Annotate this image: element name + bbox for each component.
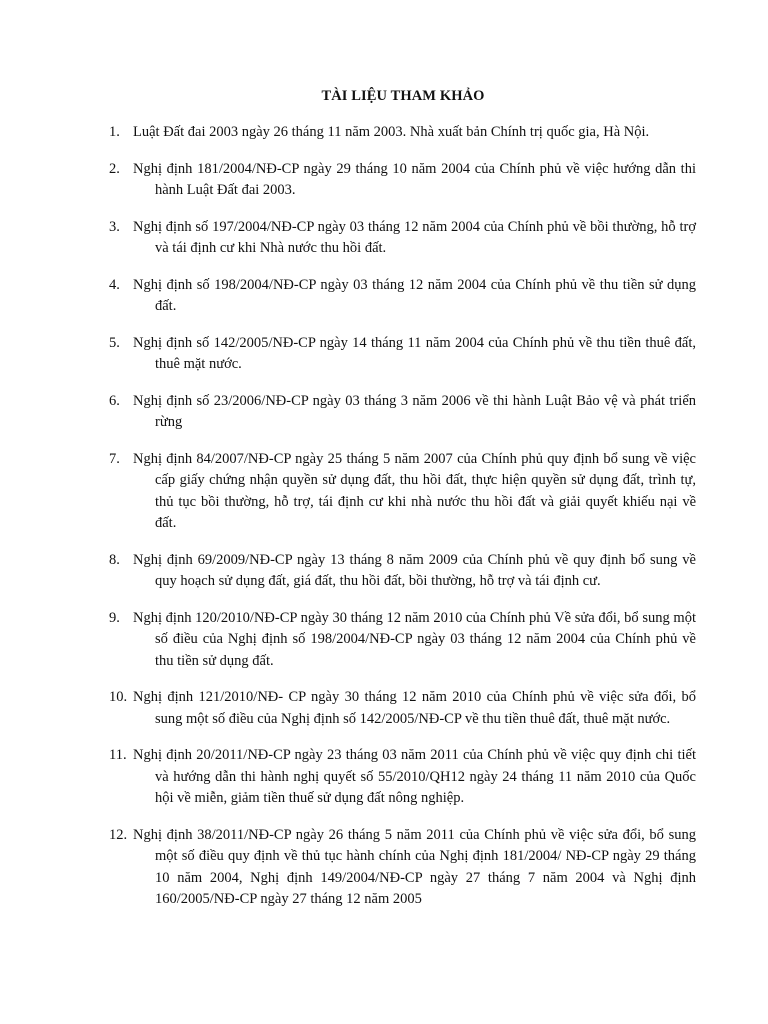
reference-number: 4. — [109, 276, 120, 293]
reference-text: Nghị định 120/2010/NĐ-CP ngày 30 tháng 12 năm 2010 của Chính phủ Về sửa đổi, bổ sung một số điều của Nghị định số 198/2004/NĐ-CP ngày 03 tháng 12 năm 2004 của Chính phủ về thu tiền sử dụng đất. — [133, 609, 696, 669]
reference-number: 6. — [109, 392, 120, 409]
reference-number: 5. — [109, 334, 120, 351]
reference-text: Nghị định 84/2007/NĐ-CP ngày 25 tháng 5 năm 2007 của Chính phủ quy định bổ sung về việc cấp giấy chứng nhận quyền sử dụng đất, thu hồi đất, thực hiện quyền sử dụng đất, trình tự, thủ tục bồi thường, hỗ trợ, tái định cư khi nhà nước thu hồi đất và giải quyết khiếu nại về đất. — [133, 450, 696, 531]
reference-number: 11. — [109, 747, 127, 763]
reference-text: Nghị định 20/2011/NĐ-CP ngày 23 tháng 03 năm 2011 của Chính phủ về việc quy định chi tiết và hướng dẫn thi hành nghị quyết số 55/2010/QH12 ngày 24 tháng 11 năm 2010 của Quốc hội về miễn, giảm tiền thuế sử dụng đất nông nghiệp. — [133, 747, 696, 806]
reference-item-10 — [109, 687, 696, 730]
reference-item-2 — [109, 159, 696, 202]
reference-number: 7. — [109, 450, 120, 467]
reference-item-7 — [109, 449, 696, 535]
reference-number: 12. — [109, 826, 128, 843]
reference-number: 1. — [109, 124, 120, 140]
reference-text: Nghị định 181/2004/NĐ-CP ngày 29 tháng 10 năm 2004 của Chính phủ về việc hướng dẫn thi hành Luật Đất đai 2003. — [133, 160, 696, 198]
reference-number: 9. — [109, 609, 120, 626]
reference-item-1 — [109, 122, 696, 144]
reference-text: Nghị định số 142/2005/NĐ-CP ngày 14 tháng 11 năm 2004 của Chính phủ về thu tiền thuê đất, thuê mặt nước. — [133, 334, 696, 372]
reference-item-8 — [109, 550, 696, 593]
reference-text: Nghị định 38/2011/NĐ-CP ngày 26 tháng 5 năm 2011 của Chính phủ về việc sửa đổi, bổ sung một số điều quy định về thủ tục hành chính của Nghị định 181/2004/ NĐ-CP ngày 29 tháng 10 năm 2004, Nghị định 149/2004/NĐ-CP ngày 27 tháng 7 năm 2004 và Nghị định 160/2005/NĐ-CP ngày 27 tháng 12 năm 2005 — [133, 826, 696, 907]
reference-list — [109, 122, 696, 926]
reference-item-11 — [109, 745, 696, 810]
page-title: TÀI LIỆU THAM KHẢO — [321, 88, 485, 104]
reference-text: Nghị định 121/2010/NĐ- CP ngày 30 tháng 12 năm 2010 của Chính phủ về việc sửa đổi, bổ sung một số điều của Nghị định số 142/2005/NĐ-CP về thu tiền thuê đất, thuê mặt nước. — [133, 689, 696, 727]
reference-text: Nghị định số 197/2004/NĐ-CP ngày 03 tháng 12 năm 2004 của Chính phủ về bồi thường, hỗ trợ và tái định cư khi Nhà nước thu hồi đất. — [133, 218, 696, 256]
reference-item-6 — [109, 391, 696, 434]
reference-item-9 — [109, 608, 696, 673]
reference-item-3 — [109, 217, 696, 260]
reference-text: Nghị định số 23/2006/NĐ-CP ngày 03 tháng 3 năm 2006 về thi hành Luật Bảo vệ và phát triển rừng — [133, 392, 696, 430]
reference-text: Luật Đất đai 2003 ngày 26 tháng 11 năm 2003. Nhà xuất bản Chính trị quốc gia, Hà Nội. — [133, 124, 650, 140]
reference-number: 3. — [109, 218, 120, 235]
reference-item-4 — [109, 275, 696, 318]
reference-item-5 — [109, 333, 696, 376]
reference-text: Nghị định số 198/2004/NĐ-CP ngày 03 tháng 12 năm 2004 của Chính phủ về thu tiền sử dụng đất. — [133, 276, 696, 314]
reference-number: 8. — [109, 551, 120, 568]
reference-number: 10. — [109, 689, 128, 705]
reference-item-12 — [109, 825, 696, 911]
reference-text: Nghị định 69/2009/NĐ-CP ngày 13 tháng 8 năm 2009 của Chính phủ về quy định bổ sung về quy hoạch sử dụng đất, giá đất, thu hồi đất, bồi thường, hỗ trợ và tái định cư. — [133, 551, 696, 589]
reference-number: 2. — [109, 160, 120, 177]
